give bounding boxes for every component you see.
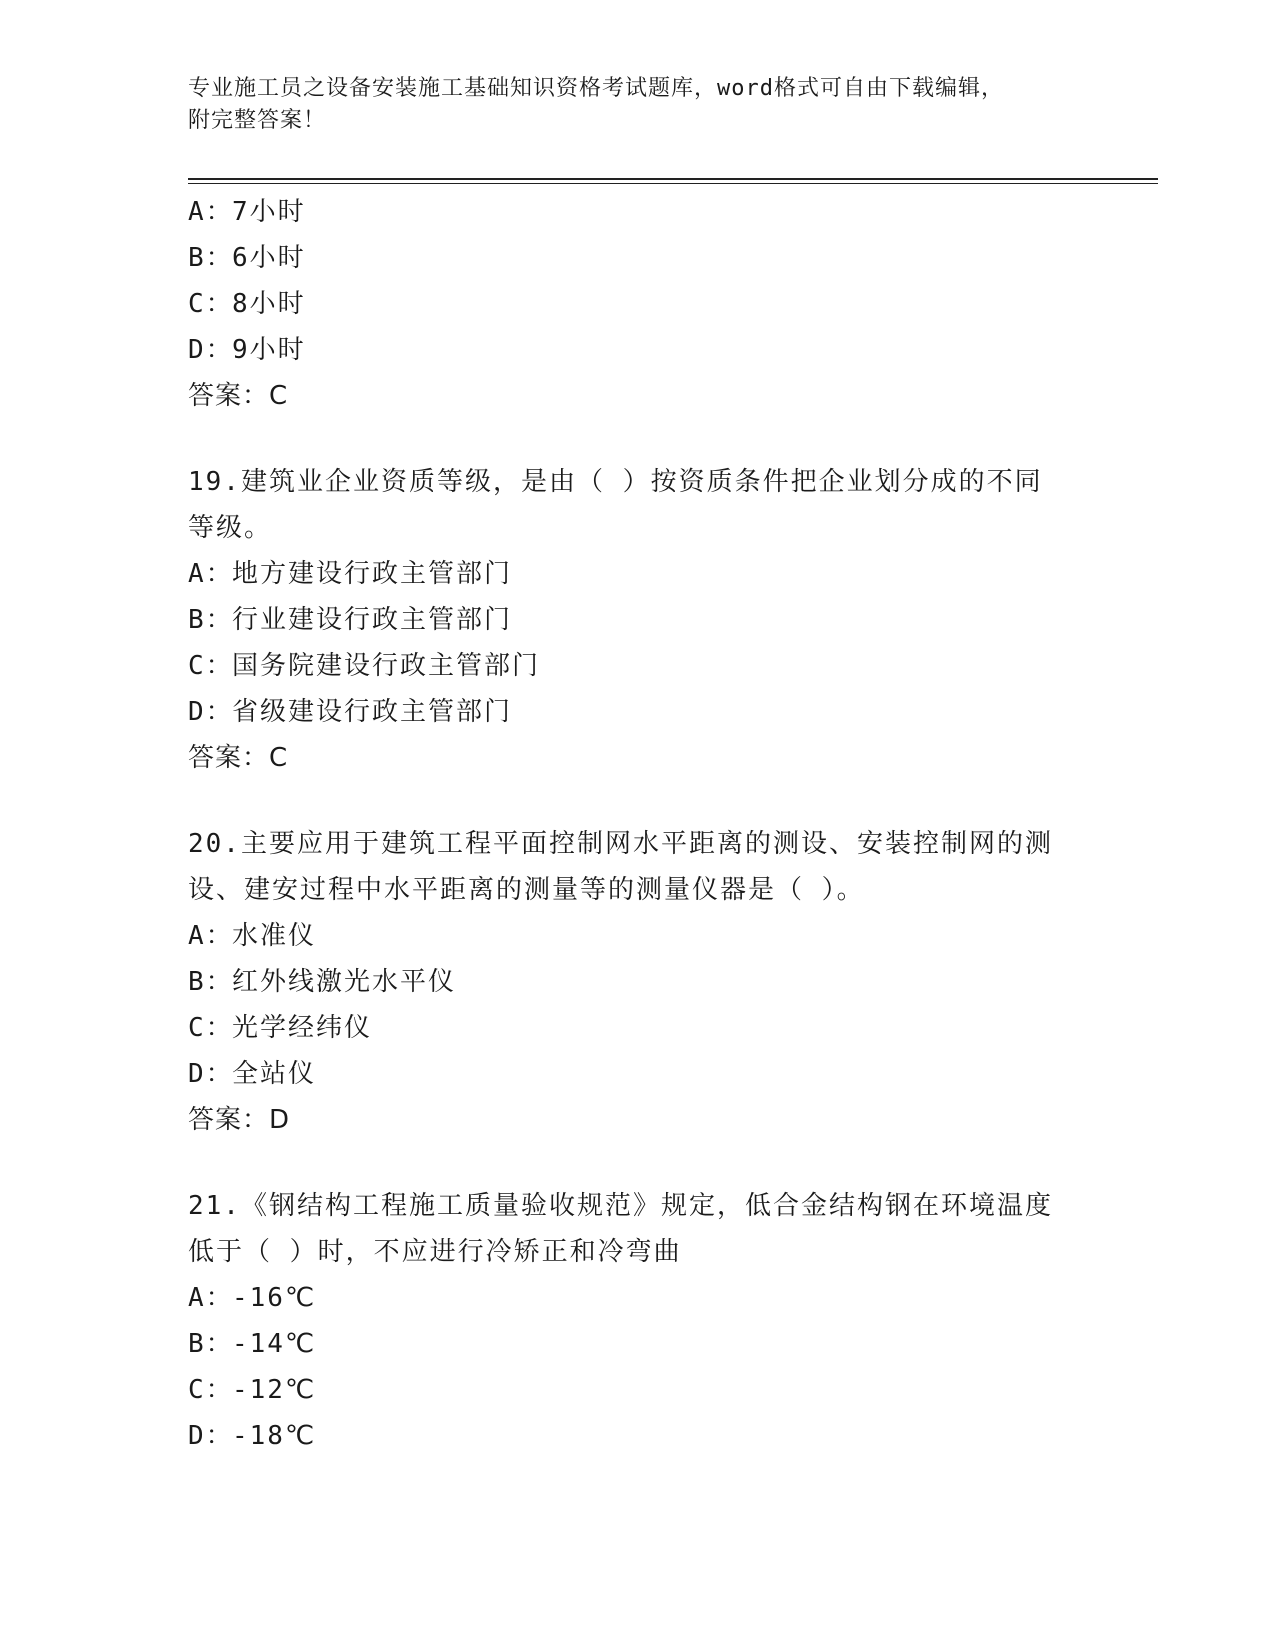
- option-d: [188, 689, 1088, 735]
- option-text: 光学经纬仪: [232, 1013, 373, 1043]
- option-text: 9小时: [232, 335, 306, 365]
- option-text: 全站仪: [232, 1059, 317, 1089]
- option-label: B：: [188, 605, 234, 635]
- option-b: [188, 235, 1088, 281]
- option-c: [188, 643, 1088, 689]
- option-b: [188, 959, 1088, 1005]
- option-text: 7小时: [232, 197, 306, 227]
- answer-line: 答案：C: [188, 743, 289, 773]
- option-label: C：: [188, 1375, 234, 1405]
- answer-line: 答案：D: [188, 1105, 291, 1135]
- question-stem-line-1: 19.建筑业企业资质等级，是由（ ）按资质条件把企业划分成的不同: [188, 467, 1043, 497]
- option-label: B：: [188, 967, 234, 997]
- option-label: C：: [188, 651, 234, 681]
- option-d: [188, 1051, 1088, 1097]
- option-text: 行业建设行政主管部门: [232, 605, 513, 635]
- option-label: D：: [188, 697, 234, 727]
- option-label: A：: [188, 559, 234, 589]
- option-b: [188, 597, 1088, 643]
- option-d: [188, 1413, 1088, 1459]
- option-a: [188, 189, 1088, 235]
- option-label: B：: [188, 243, 234, 273]
- question-stem-line-2: 低于（ ）时，不应进行冷矫正和冷弯曲: [188, 1237, 682, 1267]
- question-stem-line-1: 21.《钢结构工程施工质量验收规范》规定，低合金结构钢在环境温度: [188, 1191, 1053, 1221]
- option-label: D：: [188, 335, 234, 365]
- option-text: 地方建设行政主管部门: [232, 559, 513, 589]
- option-label: A：: [188, 921, 234, 951]
- option-label: D：: [188, 1059, 234, 1089]
- header-line-2: 附完整答案！: [188, 108, 327, 133]
- option-a: [188, 1275, 1088, 1321]
- header-line-1: 专业施工员之设备安装施工基础知识资格考试题库，word格式可自由下载编辑，: [188, 76, 1004, 101]
- option-text: 省级建设行政主管部门: [232, 697, 513, 727]
- option-text: -14℃: [232, 1329, 317, 1359]
- spacer: [188, 419, 1088, 459]
- question-stem-line-2: 设、建安过程中水平距离的测量等的测量仪器是（ ）。: [188, 875, 865, 905]
- option-label: A：: [188, 197, 234, 227]
- option-text: -16℃: [232, 1283, 317, 1313]
- answer-line: 答案：C: [188, 381, 289, 411]
- option-text: 国务院建设行政主管部门: [232, 651, 541, 681]
- option-label: C：: [188, 289, 234, 319]
- option-label: C：: [188, 1013, 234, 1043]
- option-text: 水准仪: [232, 921, 317, 951]
- question-list: [188, 189, 1088, 1459]
- option-c: [188, 1367, 1088, 1413]
- question-20: [188, 821, 1088, 1143]
- option-text: 红外线激光水平仪: [232, 967, 457, 997]
- header-divider: [188, 178, 1158, 184]
- option-a: [188, 913, 1088, 959]
- option-text: 8小时: [232, 289, 306, 319]
- option-b: [188, 1321, 1088, 1367]
- spacer: [188, 781, 1088, 821]
- question-stem-line-2: 等级。: [188, 513, 273, 543]
- option-d: [188, 327, 1088, 373]
- document-header: [188, 73, 1088, 137]
- question-18-tail: [188, 189, 1088, 419]
- question-19: [188, 459, 1088, 781]
- spacer: [188, 1143, 1088, 1183]
- option-text: -12℃: [232, 1375, 317, 1405]
- option-c: [188, 281, 1088, 327]
- question-stem-line-1: 20.主要应用于建筑工程平面控制网水平距离的测设、安装控制网的测: [188, 829, 1053, 859]
- option-label: A：: [188, 1283, 234, 1313]
- option-a: [188, 551, 1088, 597]
- question-21: [188, 1183, 1088, 1459]
- option-label: D：: [188, 1421, 234, 1451]
- option-text: 6小时: [232, 243, 306, 273]
- option-text: -18℃: [232, 1421, 317, 1451]
- option-label: B：: [188, 1329, 234, 1359]
- option-c: [188, 1005, 1088, 1051]
